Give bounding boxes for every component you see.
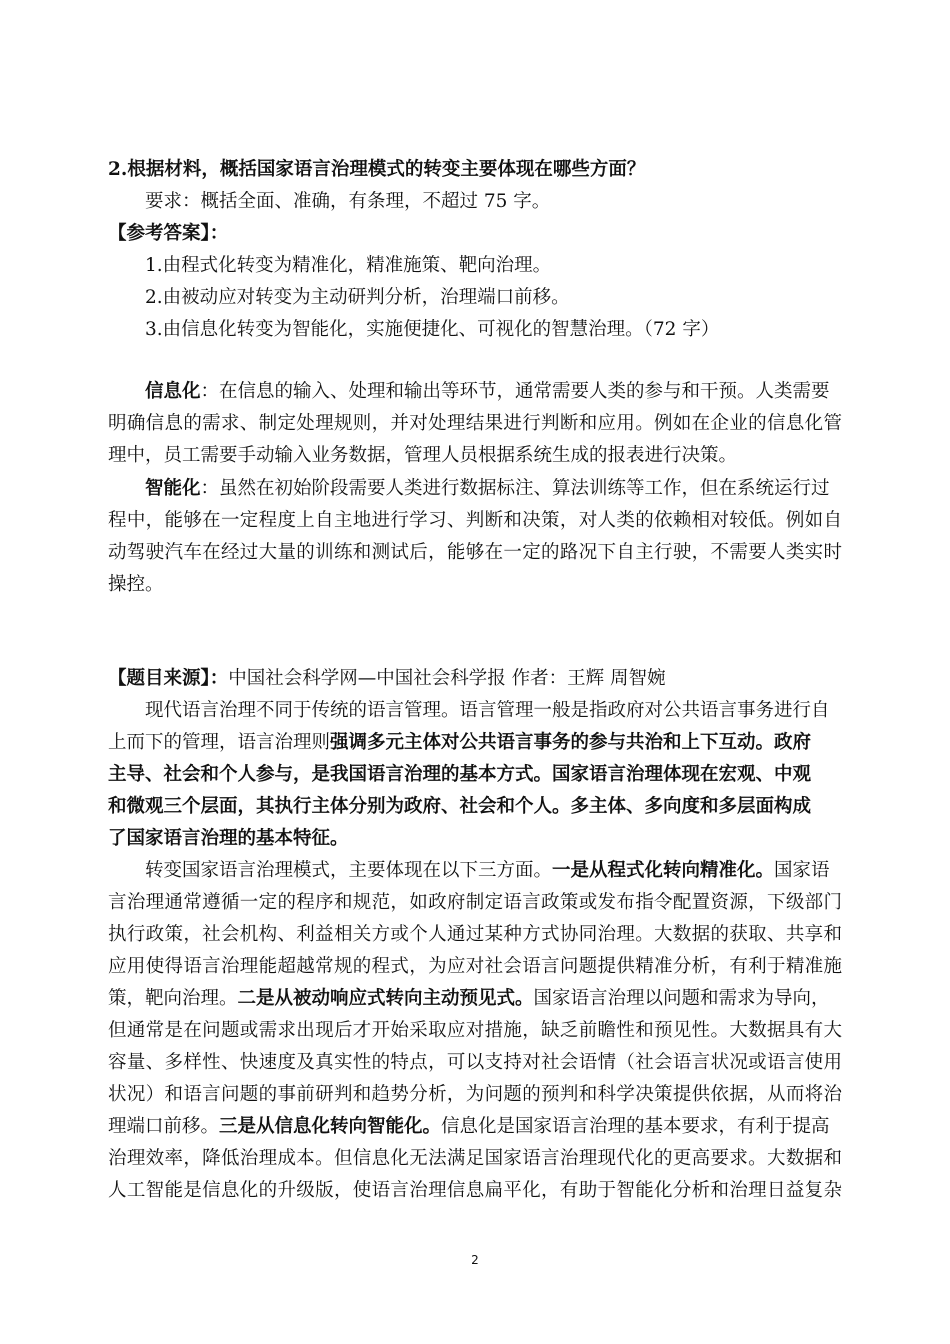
note-smart-line-4: 操控。	[108, 574, 164, 595]
article-p2-line-3: 执行政策，社会机构、利益相关方或个人通过某种方式协同治理。大数据的获取、共享和	[108, 924, 842, 945]
note-smart-line-2: 程中，能够在一定程度上自主地进行学习、判断和决策，对人类的依赖相对较低。例如自	[108, 510, 842, 531]
article-p2-line-9: 理端口前移。三是从信息化转向智能化。信息化是国家语言治理的基本要求，有利于提高	[108, 1116, 830, 1137]
article-p1-line-1: 现代语言治理不同于传统的语言管理。语言管理一般是指政府对公共语言事务进行自	[145, 700, 830, 721]
answer-item-3: 3.由信息化转变为智能化，实施便捷化、可视化的智慧治理。（72 字）	[145, 319, 720, 340]
answer-item-2: 2.由被动应对转变为主动研判分析，治理端口前移。	[145, 287, 570, 308]
article-p2-line-1: 转变国家语言治理模式，主要体现在以下三方面。一是从程式化转向精准化。国家语	[145, 860, 830, 881]
source-label: 【题目来源】：	[108, 668, 229, 689]
note-info-term: 信息化	[145, 381, 201, 402]
note-smart-line-3: 动驾驶汽车在经过大量的训练和测试后，能够在一定的路况下自主行驶，不需要人类实时	[108, 542, 842, 563]
article-p2-line-4: 应用使得语言治理能超越常规的程式，为应对社会语言问题提供精准分析，有利于精准施	[108, 956, 842, 977]
note-smart-term: 智能化	[145, 478, 201, 499]
question-requirement: 要求：概括全面、准确，有条理，不超过 75 字。	[145, 191, 551, 212]
article-p2-line-8: 状况）和语言问题的事前研判和趋势分析，为问题的预判和科学决策提供依据，从而将治	[108, 1084, 842, 1105]
note-smart-line-1: 智能化：虽然在初始阶段需要人类进行数据标注、算法训练等工作，但在系统运行过	[145, 478, 830, 499]
source-text: 中国社会科学网—中国社会科学报 作者：王辉 周智婉	[228, 668, 666, 689]
note-info-line-3: 理中，员工需要手动输入业务数据，管理人员根据系统生成的报表进行决策。	[108, 445, 738, 466]
article-p1-line-2: 上而下的管理，语言治理则强调多元主体对公共语言事务的参与共治和上下互动。政府	[108, 732, 812, 753]
article-p1-line-4: 和微观三个层面，其执行主体分别为政府、社会和个人。多主体、多向度和多层面构成	[108, 796, 812, 817]
article-p2-line-7: 容量、多样性、快速度及真实性的特点，可以支持对社会语情（社会语言状况或语言使用	[108, 1052, 842, 1073]
article-p1-line-5: 了国家语言治理的基本特征。	[108, 828, 349, 849]
article-p1-line-3: 主导、社会和个人参与，是我国语言治理的基本方式。国家语言治理体现在宏观、中观	[108, 764, 812, 785]
source-line	[108, 663, 842, 695]
note-info-line-1: 信息化：在信息的输入、处理和输出等环节，通常需要人类的参与和干预。人类需要	[145, 381, 830, 402]
answer-item-1: 1.由程式化转变为精准化，精准施策、靶向治理。	[145, 255, 552, 276]
article-p2-line-6: 但通常是在问题或需求出现后才开始采取应对措施，缺乏前瞻性和预见性。大数据具有大	[108, 1020, 842, 1041]
article-p2-line-5: 策，靶向治理。二是从被动响应式转向主动预见式。国家语言治理以问题和需求为导向，	[108, 988, 830, 1009]
article-p2-line-10: 治理效率，降低治理成本。但信息化无法满足国家语言治理现代化的更高要求。大数据和	[108, 1148, 842, 1169]
question-title: 2.根据材料，概括国家语言治理模式的转变主要体现在哪些方面？	[108, 159, 646, 180]
article-p2-line-11: 人工智能是信息化的升级版，使语言治理信息扁平化，有助于智能化分析和治理日益复杂	[108, 1180, 842, 1201]
note-info-line-2: 明确信息的需求、制定处理规则，并对处理结果进行判断和应用。例如在企业的信息化管	[108, 413, 842, 434]
article-p2-line-2: 言治理通常遵循一定的程序和规范，如政府制定语言政策或发布指令配置资源，下级部门	[108, 892, 842, 913]
page-number: 2	[471, 1253, 479, 1267]
answer-label: 【参考答案】：	[108, 223, 229, 244]
